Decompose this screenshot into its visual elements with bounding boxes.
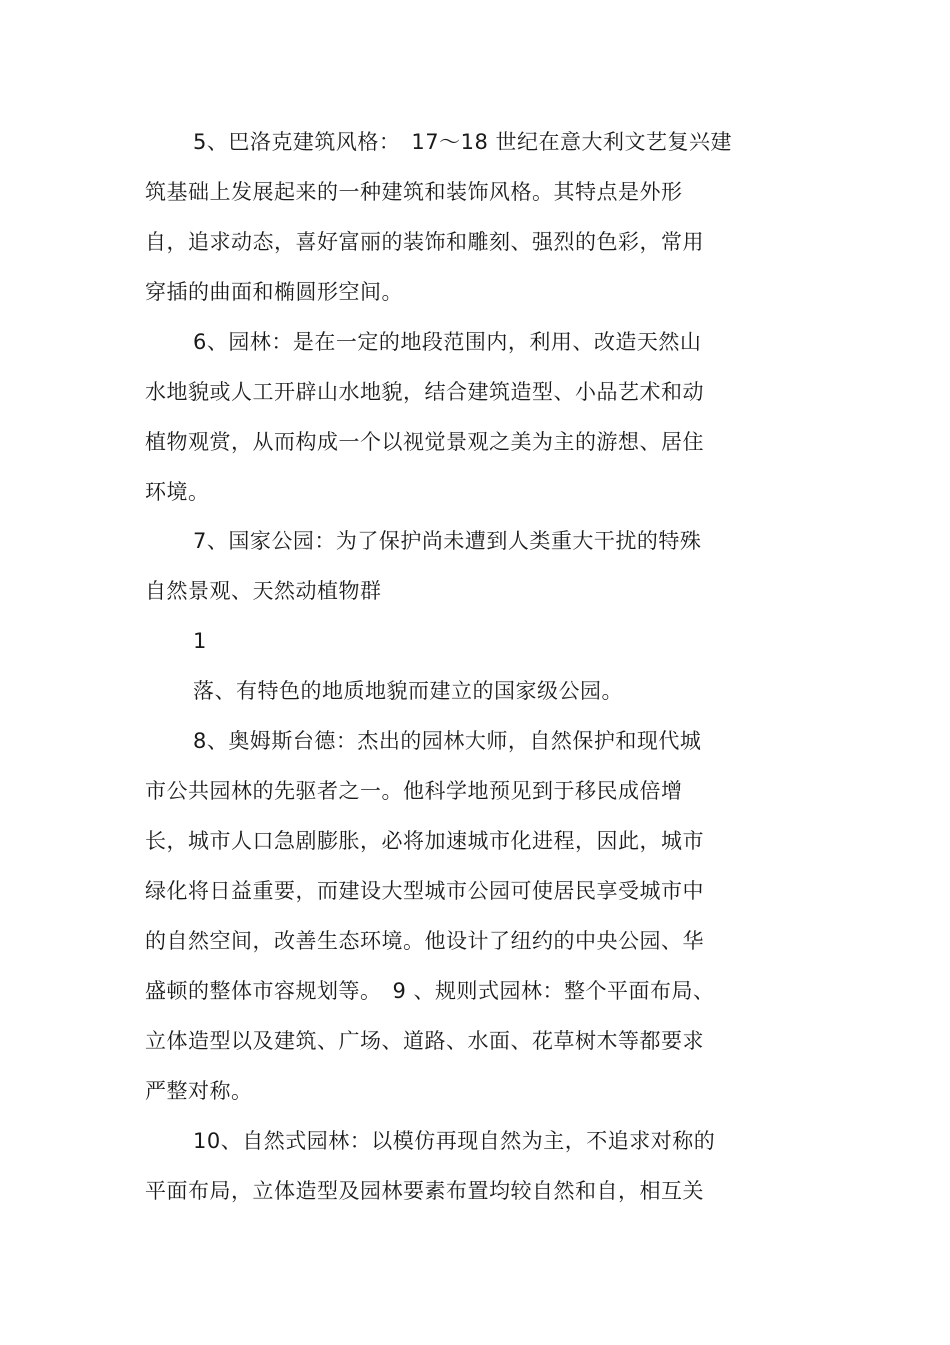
text-line: 5、巴洛克建筑风格： 17～18 世纪在意大利文艺复兴建 [193,130,732,154]
text-line: 盛顿的整体市容规划等。 9 、规则式园林：整个平面布局、 [145,979,715,1003]
page-number: 1 [193,629,207,653]
text-line: 落、有特色的地质地貌而建立的国家级公园。 [193,679,623,703]
text-line: 自，追求动态，喜好富丽的装饰和雕刻、强烈的色彩，常用 [145,230,704,254]
text-line: 穿插的曲面和椭圆形空间。 [145,280,403,304]
text-line: 筑基础上发展起来的一种建筑和装饰风格。其特点是外形 [145,180,683,204]
text-line: 环境。 [145,480,210,504]
text-line: 植物观赏，从而构成一个以视觉景观之美为主的游想、居住 [145,430,704,454]
text-line: 自然景观、天然动植物群 [145,579,382,603]
text-line: 7、国家公园：为了保护尚未遭到人类重大干扰的特殊 [193,529,702,553]
text-line: 严整对称。 [145,1079,253,1103]
text-line: 水地貌或人工开辟山水地貌，结合建筑造型、小品艺术和动 [145,380,704,404]
text-line: 立体造型以及建筑、广场、道路、水面、花草树木等都要求 [145,1029,704,1053]
text-line: 平面布局，立体造型及园林要素布置均较自然和自，相互关 [145,1179,704,1203]
text-line: 10、自然式园林：以模仿再现自然为主，不追求对称的 [193,1129,716,1153]
text-line: 的自然空间，改善生态环境。他设计了纽约的中央公园、华 [145,929,704,953]
text-line: 长，城市人口急剧膨胀，必将加速城市化进程，因此，城市 [145,829,704,853]
text-line: 绿化将日益重要，而建设大型城市公园可使居民享受城市中 [145,879,704,903]
text-line: 8、奥姆斯台德：杰出的园林大师，自然保护和现代城 [193,729,702,753]
text-line: 市公共园林的先驱者之一。他科学地预见到于移民成倍增 [145,779,683,803]
text-line: 6、园林：是在一定的地段范围内，利用、改造天然山 [193,330,702,354]
